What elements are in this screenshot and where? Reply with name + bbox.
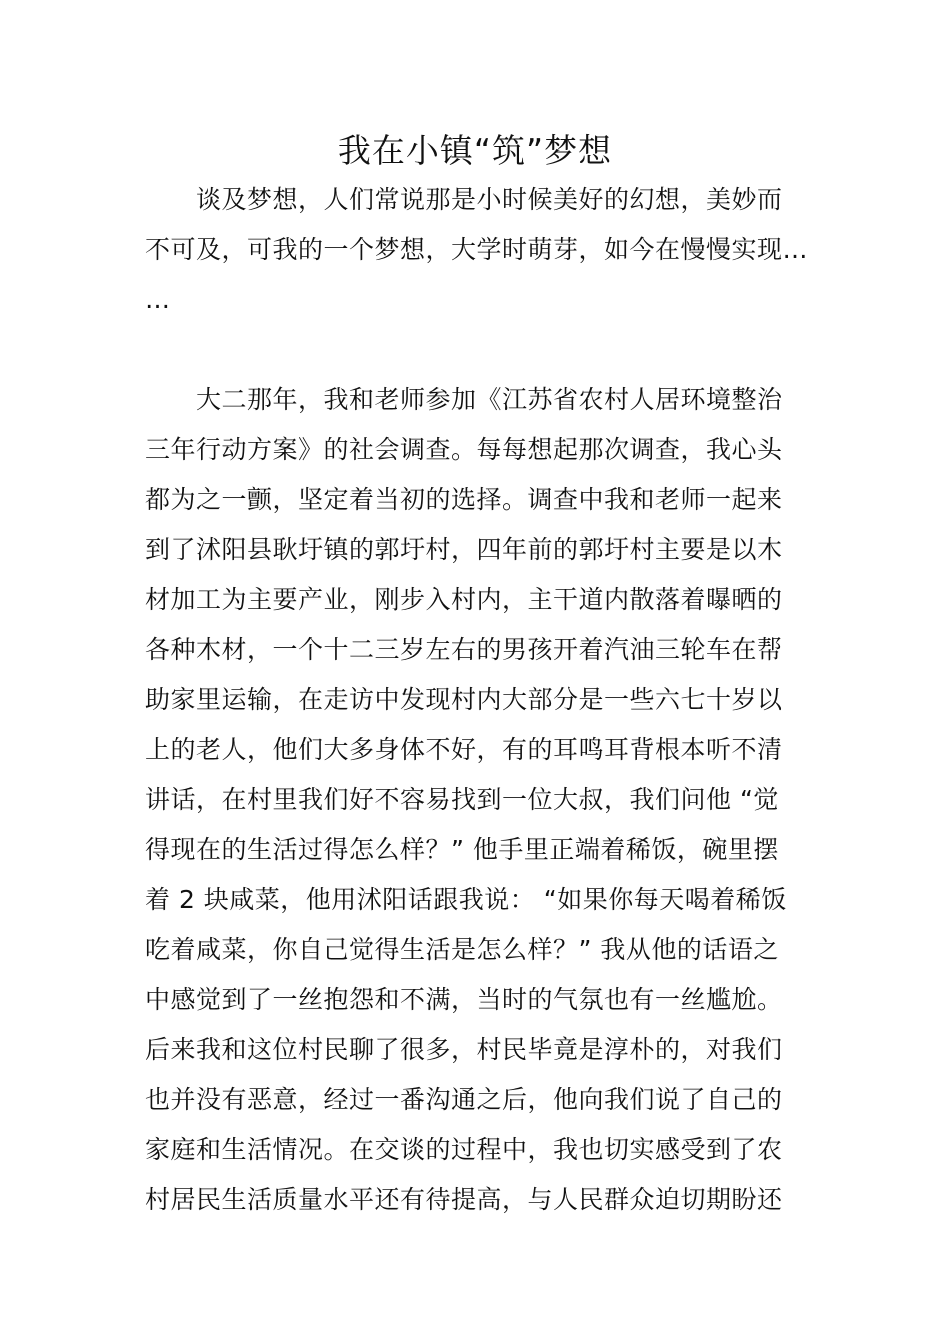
body-line-2: 三年行动方案》的社会调查。每每想起那次调查，我心头	[145, 435, 783, 464]
intro-line-2: 不可及，可我的一个梦想，大学时萌芽，如今在慢慢实现…	[145, 235, 809, 264]
intro-line-3: …	[145, 285, 171, 314]
body-line-12: 吃着咸菜，你自己觉得生活是怎么样？” 我从他的话语之	[145, 935, 779, 964]
body-line-14: 后来我和这位村民聊了很多，村民毕竟是淳朴的，对我们	[145, 1035, 783, 1064]
body-line-6: 各种木材，一个十二三岁左右的男孩开着汽油三轮车在帮	[145, 635, 783, 664]
body-line-8: 上的老人，他们大多身体不好，有的耳鸣耳背根本听不清	[145, 735, 783, 764]
body-line-3: 都为之一颤，坚定着当初的选择。调查中我和老师一起来	[145, 485, 783, 514]
body-line-16: 家庭和生活情况。在交谈的过程中，我也切实感受到了农	[145, 1135, 783, 1164]
document-title: 我在小镇“筑”梦想	[337, 131, 613, 170]
body-line-7: 助家里运输，在走访中发现村内大部分是一些六七十岁以	[145, 685, 783, 714]
body-line-10: 得现在的生活过得怎么样？” 他手里正端着稀饭，碗里摆	[145, 835, 779, 864]
body-line-5: 材加工为主要产业，刚步入村内，主干道内散落着曝晒的	[145, 585, 783, 614]
body-line-4: 到了沭阳县耿圩镇的郭圩村，四年前的郭圩村主要是以木	[145, 535, 783, 564]
body-line-17: 村居民生活质量水平还有待提高，与人民群众迫切期盼还	[145, 1185, 783, 1214]
body-line-11: 着 2 块咸菜，他用沭阳话跟我说： “如果你每天喝着稀饭	[145, 885, 787, 914]
intro-line-1: 谈及梦想，人们常说那是小时候美好的幻想，美妙而	[196, 185, 783, 214]
body-line-13: 中感觉到了一丝抱怨和不满，当时的气氛也有一丝尴尬。	[145, 985, 783, 1014]
body-line-1: 大二那年，我和老师参加《江苏省农村人居环境整治	[196, 385, 783, 414]
body-line-9: 讲话，在村里我们好不容易找到一位大叔，我们问他 “觉	[145, 785, 779, 814]
body-line-15: 也并没有恶意，经过一番沟通之后，他向我们说了自己的	[145, 1085, 783, 1114]
